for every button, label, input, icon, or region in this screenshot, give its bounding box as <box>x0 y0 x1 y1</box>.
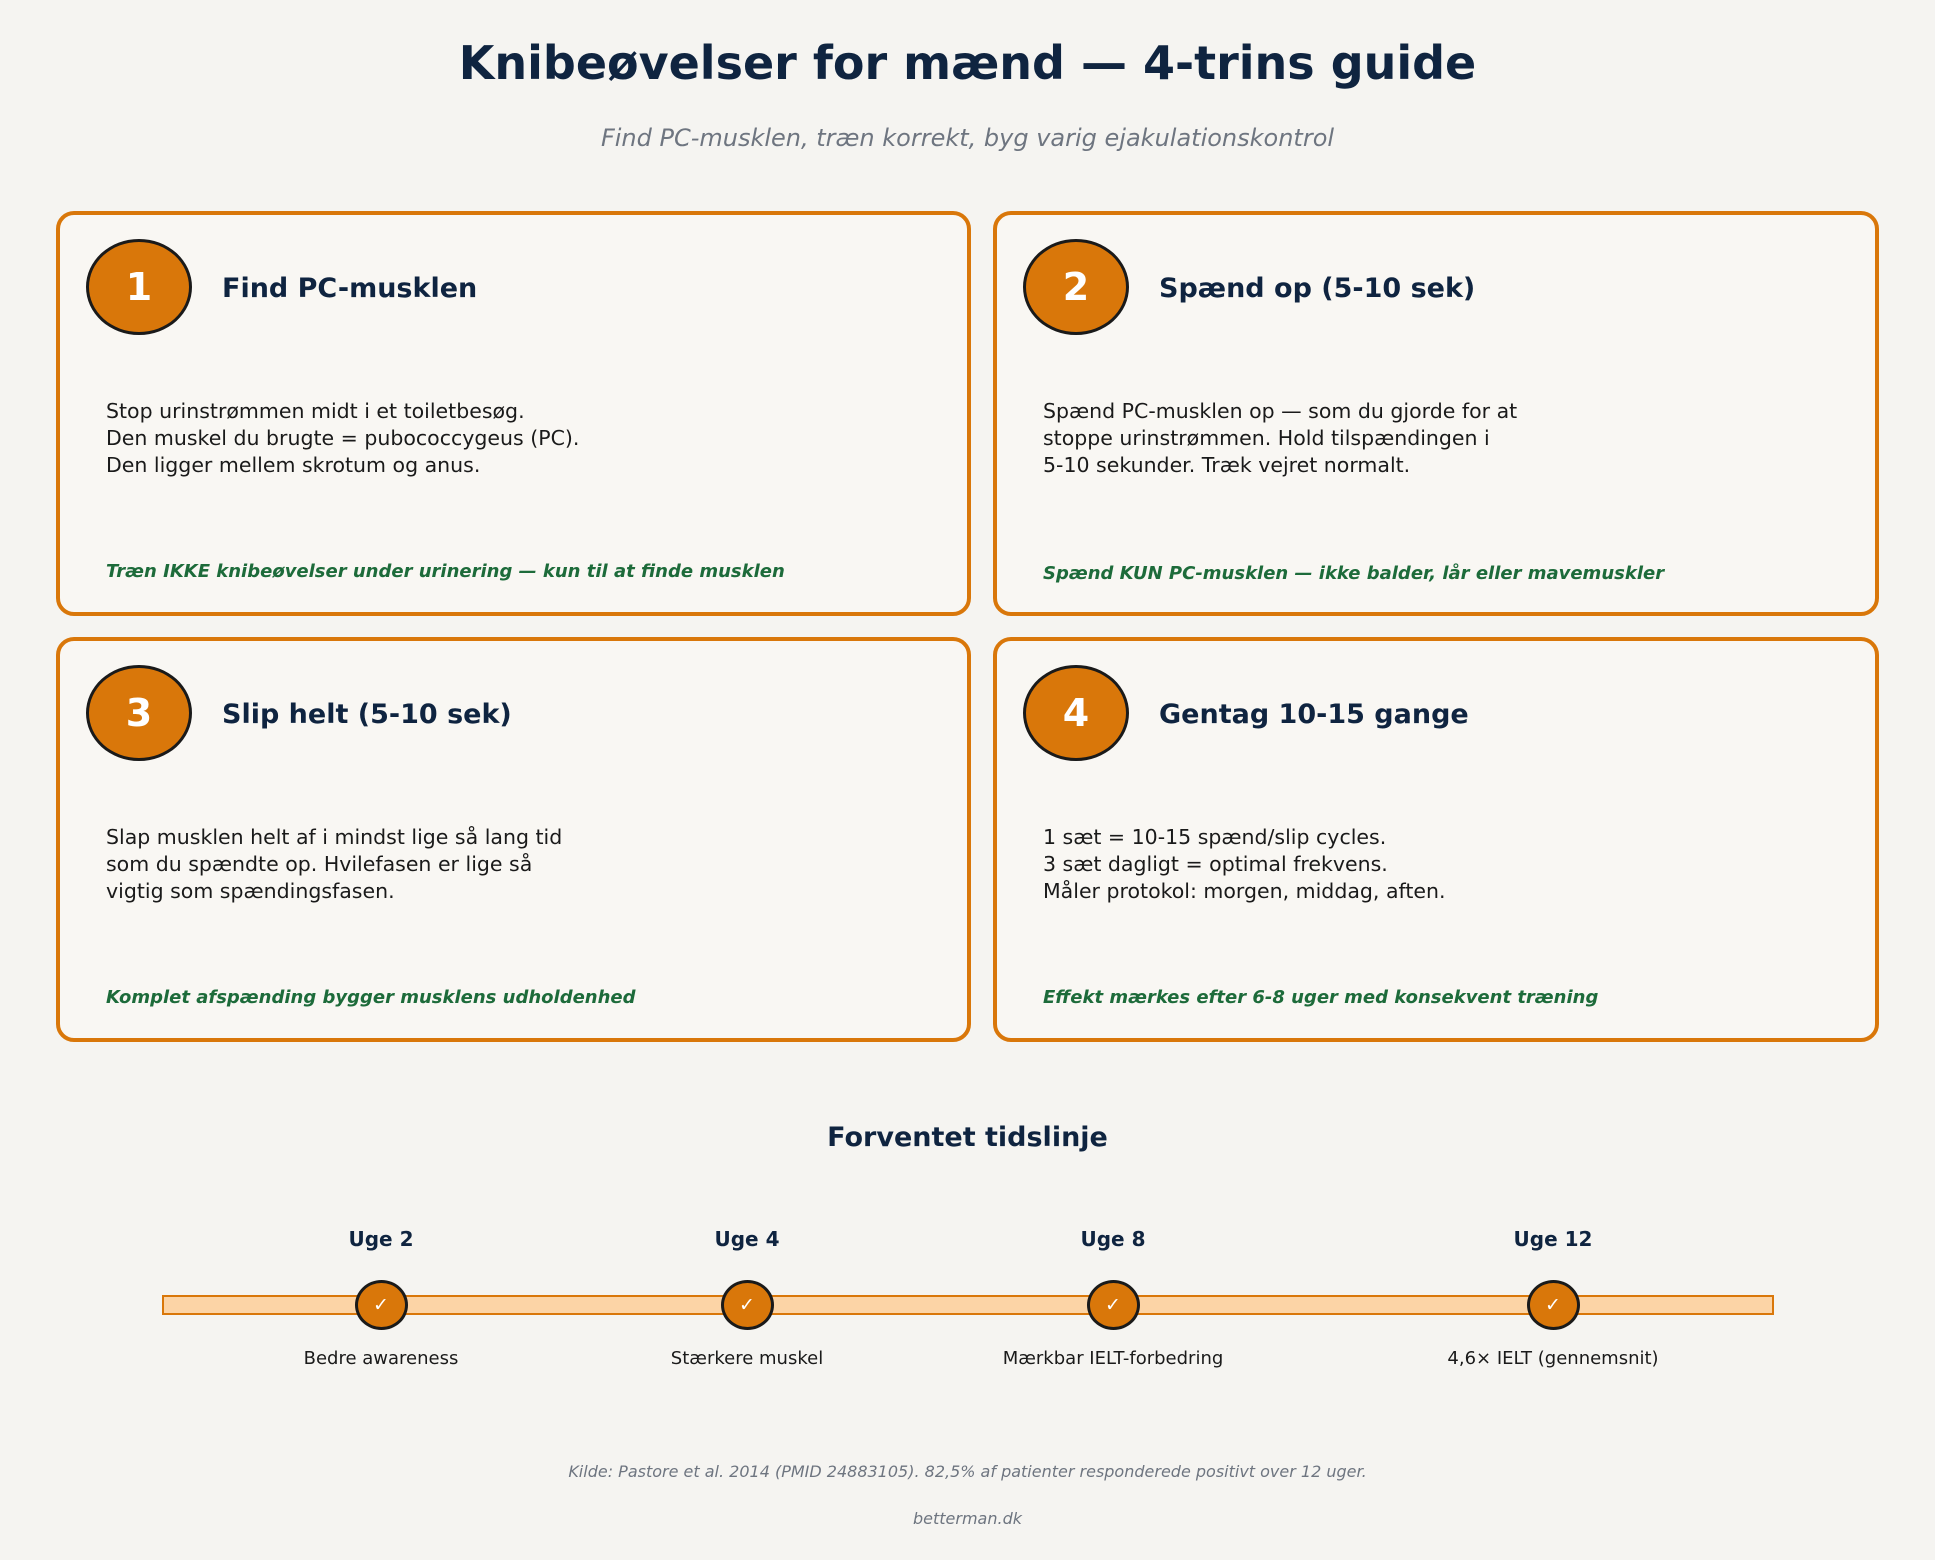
step-description-line: vigtig som spændingsfasen. <box>106 879 395 903</box>
timeline-title: Forventet tidslinje <box>827 1122 1108 1153</box>
step-description-line: stoppe urinstrømmen. Hold tilspændingen i <box>1043 426 1490 450</box>
step-description-line: Spænd PC-musklen op — som du gjorde for at <box>1043 399 1518 423</box>
step-description-line: 3 sæt dagligt = optimal frekvens. <box>1043 852 1388 876</box>
check-icon: ✓ <box>721 1280 774 1330</box>
step-card-3 <box>56 637 971 1042</box>
step-title: Gentag 10-15 gange <box>1159 699 1469 730</box>
site-footer: betterman.dk <box>912 1509 1022 1528</box>
milestone-label: Stærkere muskel <box>670 1348 824 1369</box>
step-description-line: Den ligger mellem skrotum og anus. <box>106 453 481 477</box>
check-icon: ✓ <box>1087 1280 1140 1330</box>
step-description-line: Stop urinstrømmen midt i et toiletbesøg. <box>106 399 525 423</box>
step-card-1 <box>56 211 971 616</box>
step-description-line: 5-10 sekunder. Træk vejret normalt. <box>1043 453 1411 477</box>
milestone-week: Uge 4 <box>714 1227 780 1251</box>
step-description-line: Slap musklen helt af i mindst lige så lang tid <box>106 825 563 849</box>
step-tip: Effekt mærkes efter 6-8 uger med konsekvent træning <box>1043 987 1599 1008</box>
source-citation: Kilde: Pastore et al. 2014 (PMID 24883105). 82,5% af patienter responderede positivt over 12 uger. <box>568 1462 1367 1481</box>
milestone-week: Uge 8 <box>1080 1227 1146 1251</box>
check-icon: ✓ <box>355 1280 408 1330</box>
step-title: Slip helt (5-10 sek) <box>222 699 512 730</box>
milestone-week: Uge 12 <box>1513 1227 1593 1251</box>
step-description-line: Den muskel du brugte = pubococcygeus (PC). <box>106 426 580 450</box>
step-number-badge: 2 <box>1023 239 1129 335</box>
step-description-line: 1 sæt = 10-15 spænd/slip cycles. <box>1043 825 1387 849</box>
check-icon: ✓ <box>1527 1280 1580 1330</box>
step-title: Spænd op (5-10 sek) <box>1159 273 1476 304</box>
step-card-4 <box>993 637 1879 1042</box>
milestone-label: Bedre awareness <box>303 1348 459 1369</box>
step-description <box>106 824 562 905</box>
step-title: Find PC-musklen <box>222 273 478 304</box>
step-description-line: som du spændte op. Hvilefasen er lige så <box>106 852 533 876</box>
step-tip: Spænd KUN PC-musklen — ikke balder, lår eller mavemuskler <box>1043 563 1665 584</box>
milestone-week: Uge 2 <box>348 1227 414 1251</box>
step-description-line: Måler protokol: morgen, middag, aften. <box>1043 879 1446 903</box>
milestone-label: Mærkbar IELT-forbedring <box>1002 1348 1224 1369</box>
milestone-label: 4,6× IELT (gennemsnit) <box>1447 1348 1659 1369</box>
page-title: Knibeøvelser for mænd — 4-trins guide <box>458 36 1477 90</box>
step-number-badge: 1 <box>86 239 192 335</box>
page-subtitle: Find PC-musklen, træn korrekt, byg varig ejakulationskontrol <box>600 124 1335 152</box>
step-number-badge: 3 <box>86 665 192 761</box>
step-tip: Komplet afspænding bygger musklens udholdenhed <box>106 987 636 1008</box>
step-tip: Træn IKKE knibeøvelser under urinering — kun til at finde musklen <box>106 561 785 582</box>
step-description <box>106 398 579 479</box>
step-description <box>1043 824 1446 905</box>
step-card-2 <box>993 211 1879 616</box>
step-number-badge: 4 <box>1023 665 1129 761</box>
step-description <box>1043 398 1517 479</box>
